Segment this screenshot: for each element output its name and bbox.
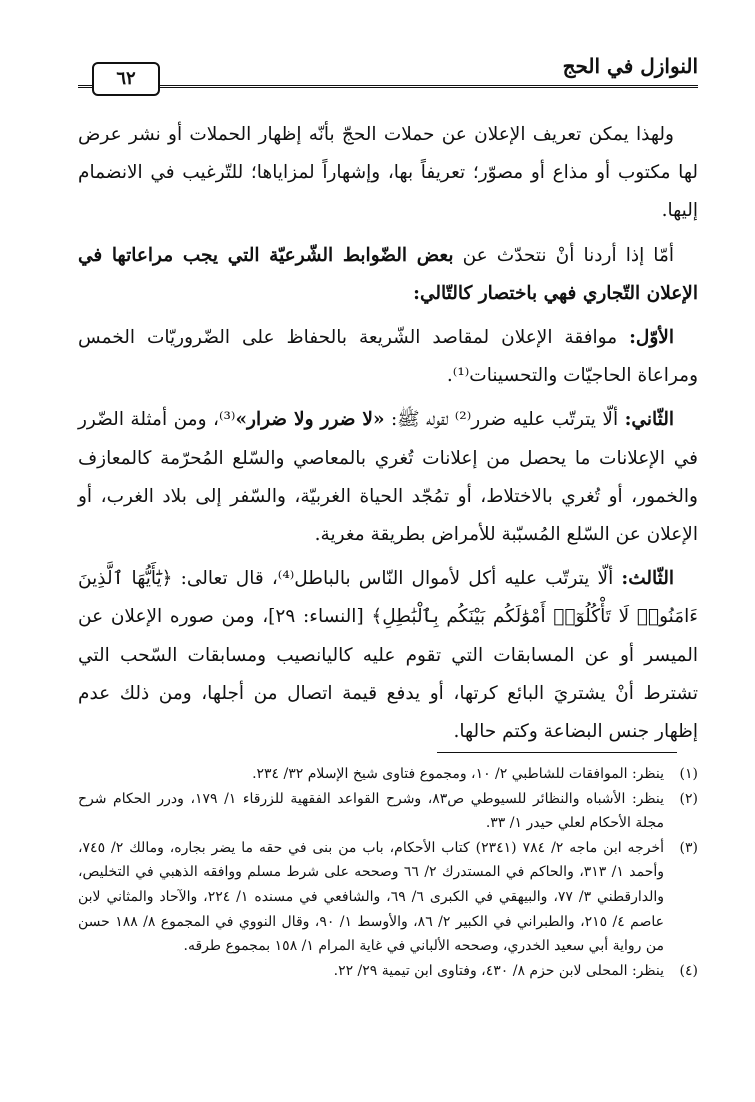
footnote-divider <box>437 752 677 753</box>
footnote-text: ينظر: الموافقات للشاطبي ٢/ ١٠، ومجموع فتاوى شيخ الإسلام ٣٢/ ٢٣٤. <box>252 766 664 782</box>
main-text <box>78 116 698 757</box>
footnote-item <box>78 762 698 787</box>
footnote-number: (١) <box>679 766 698 782</box>
first-label: الأوّل: <box>629 327 674 349</box>
second-text-1: ألّا يترتّب عليه ضرر⁽²⁾ لقوله ﷺ: <box>384 409 625 431</box>
footnotes <box>78 762 698 983</box>
footnote-number: (٤) <box>679 962 698 979</box>
paragraph-definition: ولهذا يمكن تعريف الإعلان عن حملات الحجّ بأنّه إظهار الحملات أو نشر عرض لها مكتوب أو مذاع أو مصوّر؛ تعريفاً بها، وإشهاراً لمزاياها؛ للتّرغيب في الانضمام إليها. <box>78 124 698 222</box>
third-label: الثّالث: <box>621 568 674 590</box>
footnote-text: أخرجه ابن ماجه ٢/ ٧٨٤ (٢٣٤١) كتاب الأحكام، باب من بنى في حقه ما يضر بجاره، ومالك ٢/ ٧٤٥، وأحمد ١/ ٣١٣، والحاكم في المستدرك ٢/ ٦٦ وصححه على شرط مسلم ووافقه الذهبي في التخليص، والدارقطني ٣/ ٧٧، والبيهقي في الكبرى ٦/ ٦٩، والشافعي في مسنده ١/ ٢٢٤، والآحاد والمثاني لابن عاصم ٤/ ٢١٥، والطبراني في الكبير ٢/ ٨٦، والأوسط ١/ ٩٠، وقال النووي في المجموع ٨/ ١٨٨ حسن من رواية أبي سعيد الخدري، وصححه الألباني في غاية المرام ١/ ١٥٨ بمجموع طرقه. <box>78 839 665 955</box>
second-text-2: ⁽³⁾، ومن أمثلة الضّرر في الإعلانات ما يحصل من إعلانات تُغري بالمعاصي والسّلع المُحرّمة كالمعازف والخمور، أو تُغري بالاختلاط، أو تمُجّد الحياة الغربيّة، والسّفر إلى بلاد الغرب، أو الإعلان عن السّلع المُسبّبة للأمراض بطريقة مغرية. <box>78 409 698 546</box>
paragraph-second <box>78 401 698 554</box>
paragraph-first <box>78 319 698 395</box>
footnote-item <box>78 836 698 959</box>
footnote-text: ينظر: الأشباه والنظائر للسيوطي ص٨٣، وشرح القواعد الفقهية للزرقاء ١/ ١٧٩، ودرر الحكام شرح مجلة الأحكام لعلي حيدر ١/ ٣٣. <box>78 790 664 832</box>
footnote-text: ينظر: المحلى لابن حزم ٨/ ٤٣٠، وفتاوى ابن تيمية ٢٩/ ٢٢. <box>333 962 664 979</box>
intro-bold: بعض الضّوابط الشّرعيّة التي يجب مراعاتها في الإعلان التّجاري فهي باختصار كالتّالي: <box>78 244 698 304</box>
intro-lead: أمّا إذا أردنا أنْ نتحدّث عن <box>453 244 674 266</box>
footnote-number: (٢) <box>679 790 698 807</box>
footnote-number: (٣) <box>679 839 698 856</box>
footnote-item <box>78 959 698 984</box>
second-label: الثّاني: <box>624 409 674 431</box>
footnote-item <box>78 787 698 836</box>
third-text: ألّا يترتّب عليه أكل لأموال النّاس بالباطل⁽⁴⁾، قال تعالى: ﴿يَٰٓأَيُّهَا ٱلَّذِينَ ءَامَنُوا۟ لَا تَأْكُلُوٓا۟ أَمْوَٰلَكُم بَيْنَكُم بِٱلْبَٰطِلِ﴾ [النساء: ٢٩]، ومن صوره الإعلان عن الميسر أو عن المسابقات التي تقوم عليه كاليانصيب ومسابقات السّحب التي تشترط أنْ يشتريَ البائع كرتها، أو يدفع قيمة اتصال من أجلها، ومن ذلك عدم إظهار جنس البضاعة وكتم حالها. <box>78 568 698 743</box>
paragraph-intro <box>78 237 698 313</box>
first-text: موافقة الإعلان لمقاصد الشّريعة بالحفاظ على الضّروريّات الخمس ومراعاة الحاجيّات والتحسينات⁽¹⁾. <box>78 327 698 387</box>
page-header <box>78 52 698 96</box>
header-rule <box>160 85 698 88</box>
header-rule-left <box>78 85 92 88</box>
page-number: ٦٢ <box>92 62 160 96</box>
hadith-quote: «لا ضرر ولا ضرار» <box>235 409 385 431</box>
running-title: النوازل في الحج <box>562 54 698 78</box>
paragraph-third <box>78 560 698 751</box>
